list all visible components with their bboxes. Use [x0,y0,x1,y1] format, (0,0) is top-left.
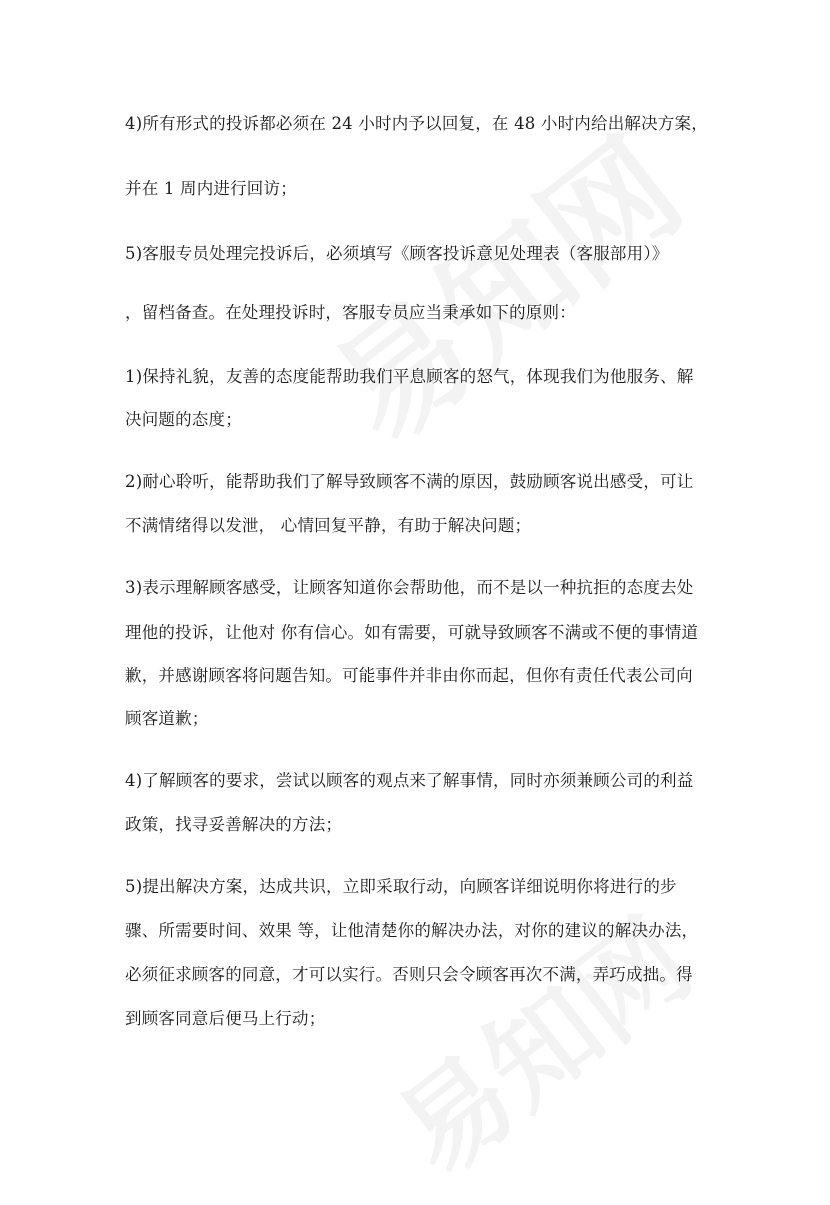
text-line: 骤、所需要时间、效果 等，让他清楚你的解决办法，对你的建议的解决办法， [125,921,699,940]
text-line: 并在 1 周内进行回访； [125,179,297,198]
text-line: 4)所有形式的投诉都必须在 24 小时内予以回复，在 48 小时内给出解决方案， [125,114,708,133]
text-line: 3)表示理解顾客感受，让顾客知道你会帮助他，而不是以一种抗拒的态度去处 [125,578,694,597]
text-line: 理他的投诉，让他对 你有信心。如有需要，可就导致顾客不满或不便的事情道 [125,623,699,642]
text-line: 不满情绪得以发泄， 心情回复平静，有助于解决问题； [125,516,532,535]
text-line: 5)提出解决方案，达成共识，立即采取行动，向顾客详细说明你将进行的步 [125,877,677,896]
watermark [290,90,712,477]
text-line: 1)保持礼貌，友善的态度能帮助我们平息顾客的怒气，体现我们为他服务、解 [125,367,694,386]
text-line: 顾客道歉； [125,709,209,728]
text-line: ，留档备查。在处理投诉时，客服专员应当秉承如下的原则： [125,303,576,322]
text-line: 5)客服专员处理完投诉后，必须填写《顾客投诉意见处理表（客服部用）》 [125,244,669,263]
text-line: 4)了解顾客的要求，尝试以顾客的观点来了解事情，同时亦须兼顾公司的利益 [125,771,694,790]
text-line: 必须征求顾客的同意，才可以实行。否则只会令顾客再次不满，弄巧成拙。得 [125,965,693,984]
text-line: 歉，并感谢顾客将问题告知。可能事件并非由你而起，但你有责任代表公司向 [125,666,693,685]
text-line: 2)耐心聆听，能帮助我们了解导致顾客不满的原因，鼓励顾客说出感受，可让 [125,472,694,491]
text-line: 政策，找寻妥善解决的方法； [125,815,343,834]
text-line: 决问题的态度； [125,410,242,429]
text-line: 到顾客同意后便马上行动； [125,1009,326,1028]
